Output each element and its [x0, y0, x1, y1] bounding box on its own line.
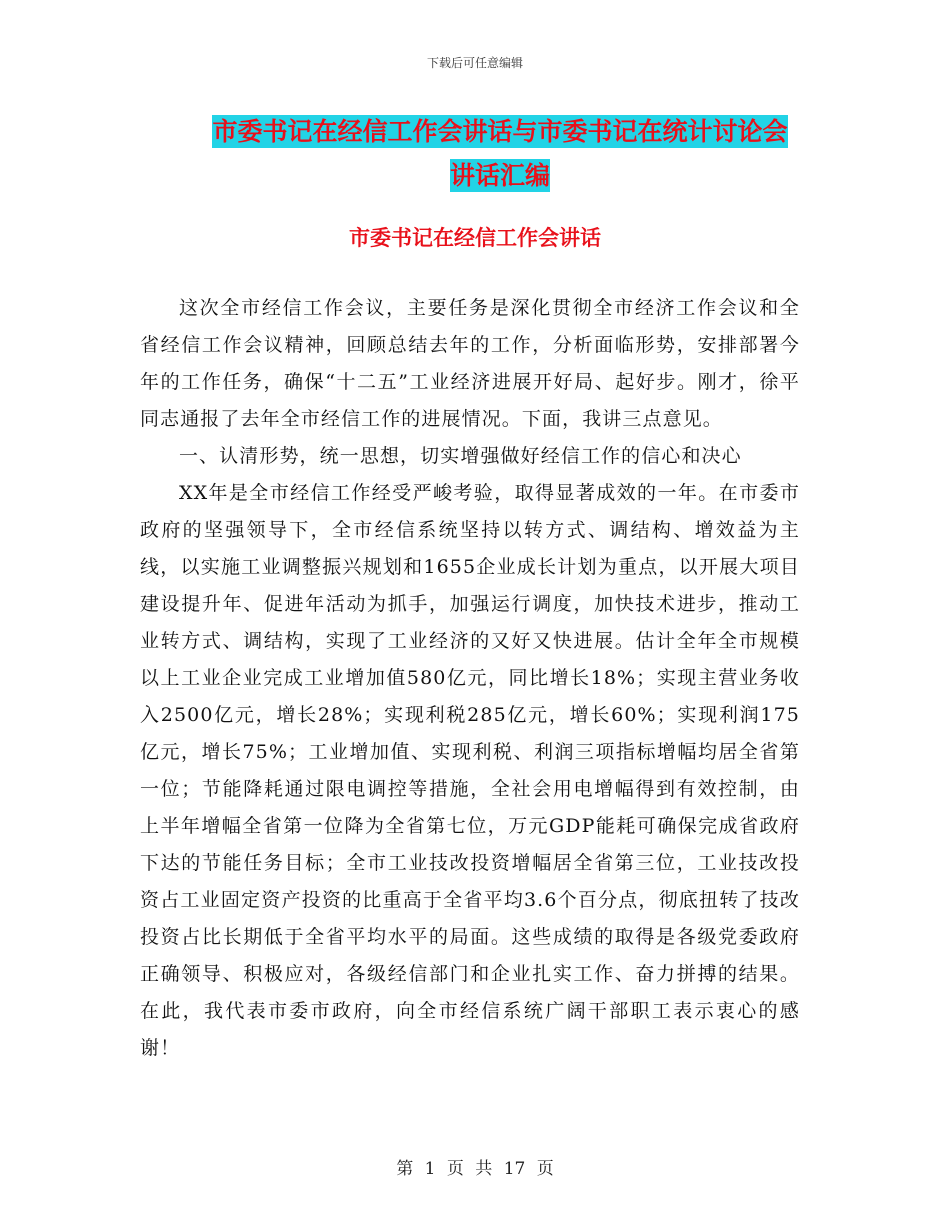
header-note: 下载后可任意编辑	[426, 56, 523, 70]
document-title-line1: 市委书记在经信工作会讲话与市委书记在统计讨论会	[212, 117, 788, 146]
body-text	[140, 290, 800, 1067]
section-title: 市委书记在经信工作会讲话	[349, 226, 601, 250]
paragraph-intro: 这次全市经信工作会议，主要任务是深化贯彻全市经济工作会议和全省经信工作会议精神，回顾总结去年的工作，分析面临形势，安排部署今年的工作任务，确保“十二五”工业经济进展开好局、起好步。刚才，徐平同志通报了去年全市经信工作的进展情况。下面，我讲三点意见。	[140, 297, 800, 430]
paragraph-heading-1: 一、认清形势，统一思想，切实增强做好经信工作的信心和决心	[178, 445, 742, 467]
document-title	[140, 110, 860, 198]
document-title-line2: 讲话汇编	[449, 161, 550, 190]
page-number-footer: 第 1 页 共 17 页	[396, 1159, 554, 1179]
paragraph-achievements: XX年是全市经信工作经受严峻考验，取得显著成效的一年。在市委市政府的坚强领导下，全市经信系统坚持以转方式、调结构、增效益为主线，以实施工业调整振兴规划和1655企业成长计划为重点，以开展大项目建设提升年、促进年活动为抓手，加强运行调度，加快技术进步，推动工业转方式、调结构，实现了工业经济的又好又快进展。估计全年全市规模以上工业企业完成工业增加值580亿元，同比增长18%；实现主营业务收入2500亿元，增长28%；实现利税285亿元，增长60%；实现利润175亿元，增长75%；工业增加值、实现利税、利润三项指标增幅均居全省第一位；节能降耗通过限电调控等措施，全社会用电增幅得到有效控制，由上半年增幅全省第一位降为全省第七位，万元GDP能耗可确保完成省政府下达的节能任务目标；全市工业技改投资增幅居全省第三位，工业技改投资占工业固定资产投资的比重高于全省平均3.6个百分点，彻底扭转了技改投资占比长期低于全省平均水平的局面。这些成绩的取得是各级党委政府正确领导、积极应对，各级经信部门和企业扎实工作、奋力拼搏的结果。在此，我代表市委市政府，向全市经信系统广阔干部职工表示衷心的感谢！	[140, 482, 800, 1059]
